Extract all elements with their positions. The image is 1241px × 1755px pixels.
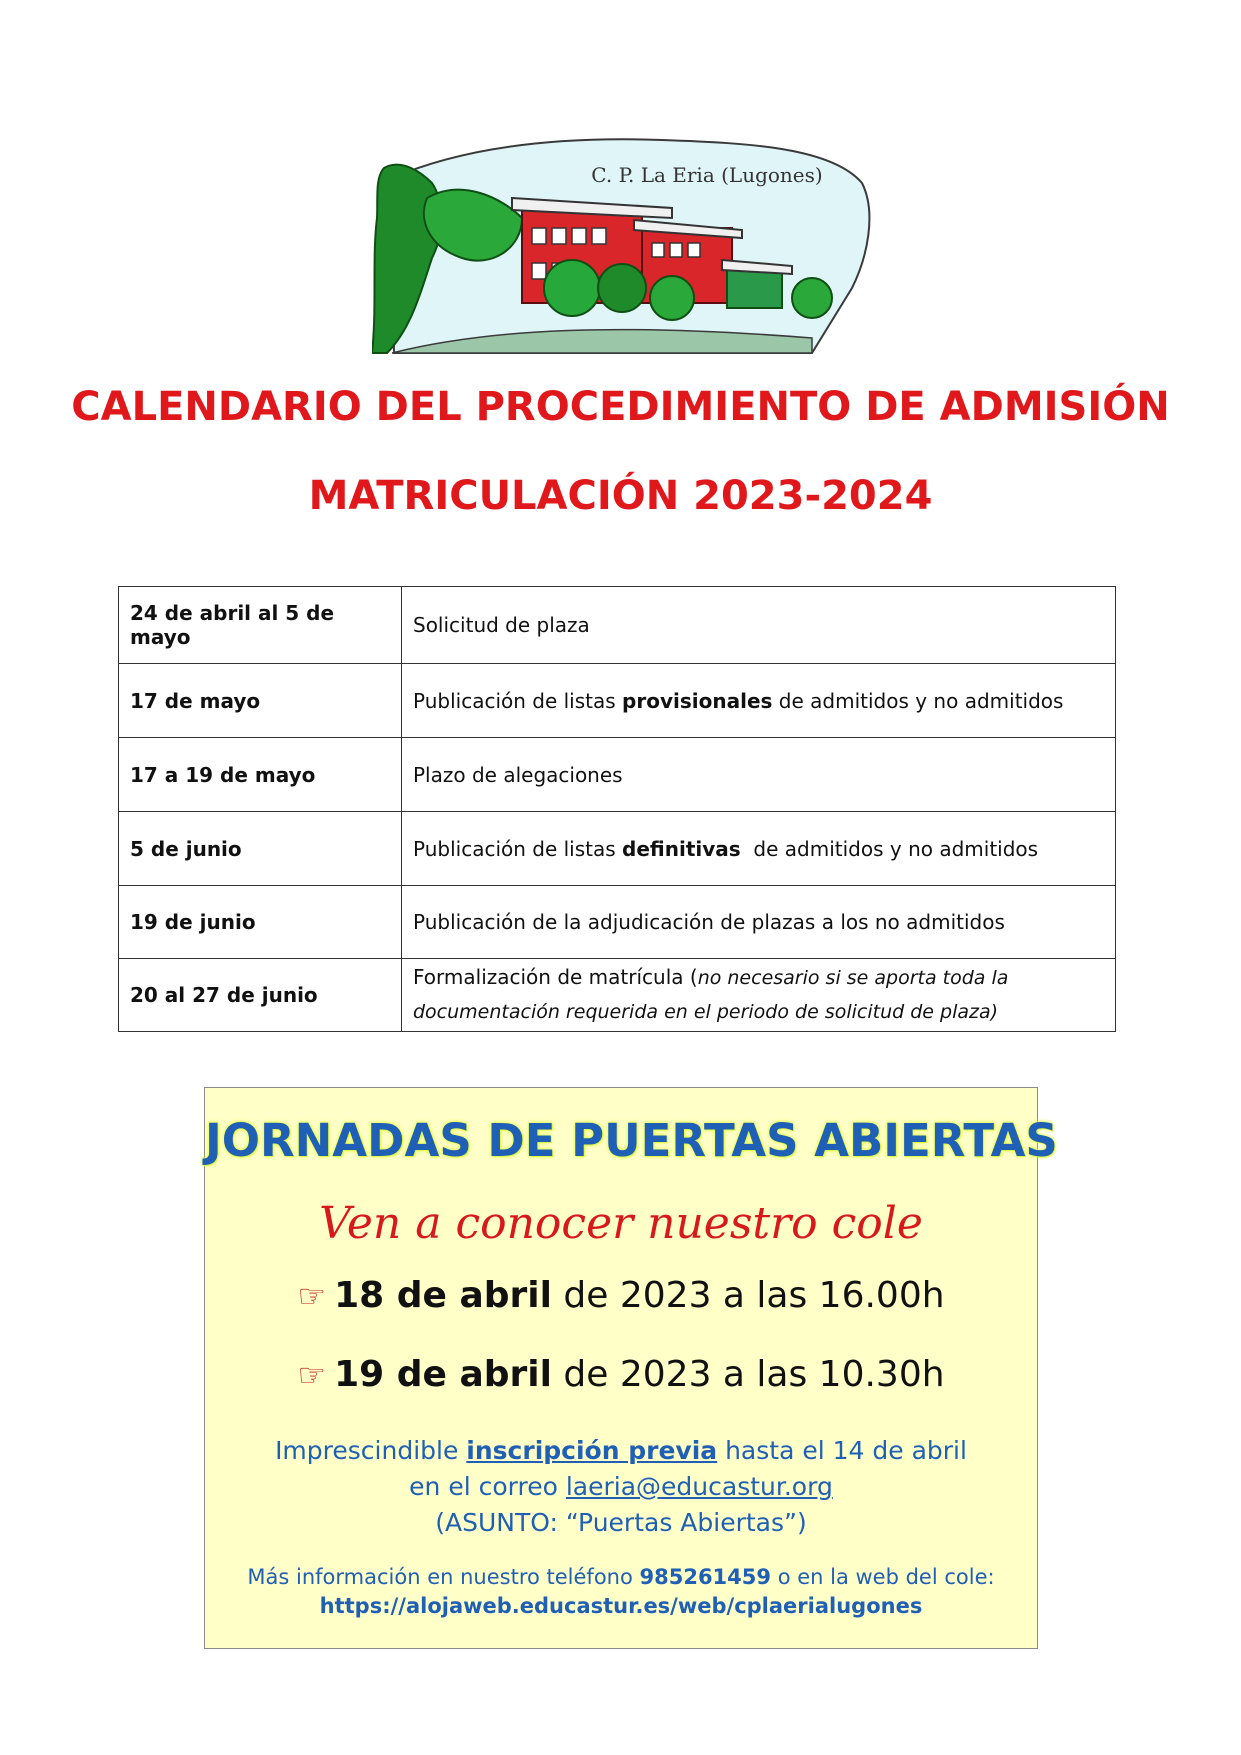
admission-calendar-table bbox=[118, 586, 1116, 1032]
table-row bbox=[119, 812, 1116, 886]
date-cell: 20 al 27 de junio bbox=[119, 959, 402, 1032]
registration-requirement: Imprescindible inscripción previa hasta el 14 de abril bbox=[275, 1436, 967, 1465]
contact-info: Más información en nuestro teléfono 985261459 o en la web del cole: bbox=[247, 1565, 995, 1589]
open-day-date: ☞ 19 de abril de 2023 a las 10.30h bbox=[297, 1354, 945, 1395]
table-row bbox=[119, 664, 1116, 738]
table-row bbox=[119, 959, 1116, 1032]
email-subject: (ASUNTO: “Puertas Abiertas”) bbox=[435, 1508, 807, 1537]
phone-number: 985261459 bbox=[639, 1565, 772, 1589]
page-title: CALENDARIO DEL PROCEDIMIENTO DE ADMISIÓN bbox=[71, 384, 1170, 430]
event-cell: Formalización de matrícula (no necesario si se aporta toda la documentación requerida en el periodo de solicitud de plaza) bbox=[402, 959, 1116, 1032]
website-link[interactable]: https://alojaweb.educastur.es/web/cplaerialugones bbox=[319, 1594, 923, 1618]
date-cell: 19 de junio bbox=[119, 886, 402, 959]
open-days-slogan: Ven a conocer nuestro cole bbox=[319, 1198, 923, 1249]
table-row bbox=[119, 587, 1116, 664]
event-cell: Publicación de listas definitivas de admitidos y no admitidos bbox=[402, 812, 1116, 886]
open-days-box bbox=[204, 1087, 1058, 1649]
date-cell: 5 de junio bbox=[119, 812, 402, 886]
email-link[interactable]: laeria@educastur.org bbox=[565, 1472, 833, 1501]
email-line: en el correo laeria@educastur.org bbox=[409, 1472, 833, 1501]
date-cell: 17 de mayo bbox=[119, 664, 402, 738]
registration-link[interactable]: inscripción previa bbox=[466, 1436, 718, 1465]
open-day-date: ☞ 18 de abril de 2023 a las 16.00h bbox=[297, 1275, 945, 1316]
open-days-heading: JORNADAS DE PUERTAS ABIERTAS bbox=[205, 1114, 1058, 1167]
event-cell: Plazo de alegaciones bbox=[402, 738, 1116, 812]
event-cell: Publicación de listas provisionales de admitidos y no admitidos bbox=[402, 664, 1116, 738]
table-row bbox=[119, 738, 1116, 812]
event-cell: Publicación de la adjudicación de plazas a los no admitidos bbox=[402, 886, 1116, 959]
pointing-hand-icon: ☞ bbox=[297, 1356, 327, 1394]
page-subtitle: MATRICULACIÓN 2023-2024 bbox=[308, 473, 933, 519]
logo-caption: C. P. La Eria (Lugones) bbox=[591, 163, 823, 187]
date-cell: 24 de abril al 5 de mayo bbox=[119, 587, 402, 664]
table-row bbox=[119, 886, 1116, 959]
date-cell: 17 a 19 de mayo bbox=[119, 738, 402, 812]
event-cell: Solicitud de plaza bbox=[402, 587, 1116, 664]
pointing-hand-icon: ☞ bbox=[297, 1277, 327, 1315]
school-logo bbox=[372, 138, 882, 356]
